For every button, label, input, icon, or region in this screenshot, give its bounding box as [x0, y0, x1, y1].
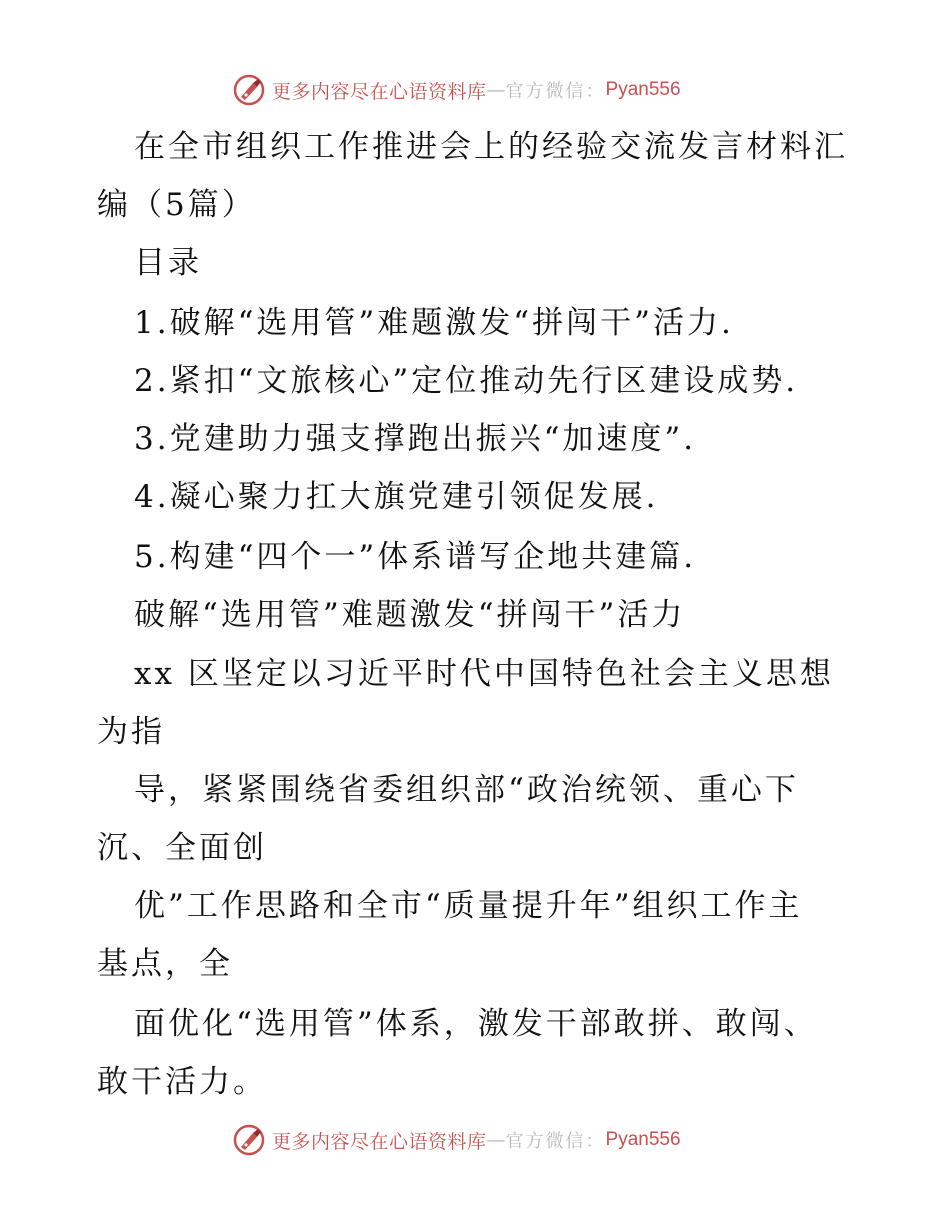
toc-item: 4.凝心聚力扛大旗党建引领促发展. [134, 479, 659, 515]
toc-heading: 目录 [134, 245, 202, 281]
watermark-separator: — [486, 79, 506, 101]
watermark-wechat-label: 官方微信： [505, 81, 606, 102]
paragraph-line: 面优化“选用管”体系，激发干部敢拼、敢闯、 [134, 1006, 818, 1042]
pen-nib-logo-icon [232, 73, 266, 107]
pen-nib-logo-icon [232, 1123, 266, 1157]
watermark-wechat-label: 官方微信： [505, 1131, 606, 1152]
toc-item: 5.构建“四个一”体系谱写企地共建篇. [134, 539, 697, 575]
paragraph-line: 敢干活力。 [97, 1064, 267, 1100]
document-title-line-2: 编（5篇） [97, 187, 256, 223]
section-title: 破解“选用管”难题激发“拼闯干”活力 [134, 597, 686, 633]
paragraph-line: 优”工作思路和全市“质量提升年”组织工作主 [134, 888, 803, 924]
paragraph-line: 为指 [97, 714, 165, 750]
paragraph-line: 导，紧紧围绕省委组织部“政治统领、重心下 [134, 772, 799, 808]
toc-item: 2.紧扣“文旅核心”定位推动先行区建设成势. [134, 363, 799, 399]
footer-watermark [232, 1121, 732, 1159]
paragraph-line: xx 区坚定以习近平时代中国特色社会主义思想 [134, 656, 834, 692]
document-title-line-1: 在全市组织工作推进会上的经验交流发言材料汇 [134, 129, 848, 165]
watermark-wechat-id: Pyan556 [605, 1129, 681, 1150]
toc-item: 3.党建助力强支撑跑出振兴“加速度”. [134, 421, 697, 457]
watermark-separator: — [486, 1129, 506, 1151]
paragraph-line: 沉、全面创 [97, 830, 267, 866]
toc-item: 1.破解“选用管”难题激发“拼闯干”活力. [134, 305, 734, 341]
watermark-wechat-id: Pyan556 [605, 79, 681, 100]
paragraph-line: 基点，全 [97, 946, 233, 982]
watermark-main-text: 更多内容尽在心语资料库 [272, 1130, 487, 1153]
header-watermark [232, 71, 732, 109]
watermark-main-text: 更多内容尽在心语资料库 [272, 80, 487, 103]
